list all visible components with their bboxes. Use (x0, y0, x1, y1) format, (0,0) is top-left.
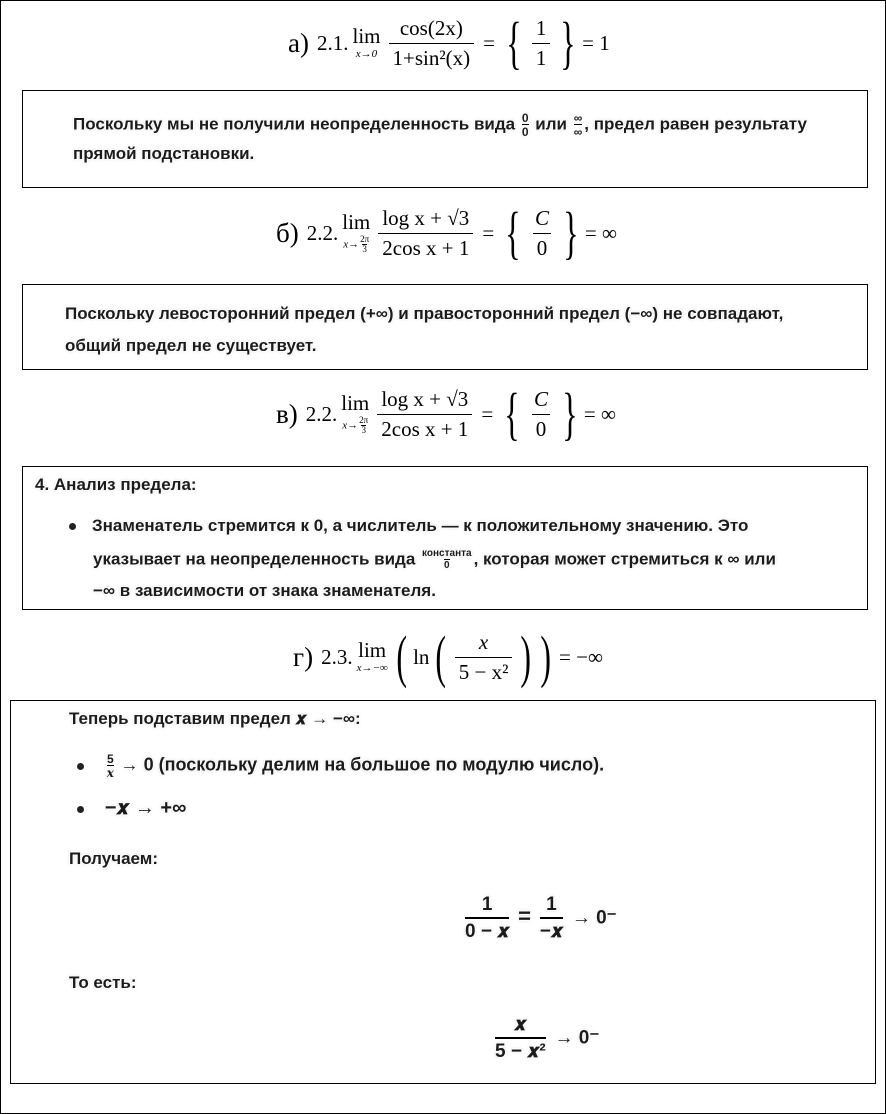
bullet-icon (69, 523, 76, 530)
result-b: = ∞ (584, 220, 617, 245)
analysis-heading: 4. Анализ предела: (35, 475, 197, 494)
label-b: б) (276, 217, 299, 248)
result-v: = ∞ (583, 401, 616, 426)
brace-fraction-b: $\frac{C}{0}$ (531, 206, 553, 259)
formula-v: в) 2.2. lim x→ $\frac{2\pi}{3}$ $\frac{\text{log x + √3}}{\text{2cos x + 1}}$ = { $\frac{C}{0}$ } = ∞ (276, 381, 616, 446)
frac-5-x: $\frac{5}{x}$ (106, 752, 114, 780)
explanation-box-g: Теперь подставим предел 𝒙 → −∞: $\frac{5}{x}$ → 0 (поскольку делим на большое по модулю число). −𝒙 → +∞ Получаем: 1 0 − 𝒙 = 1 −𝒙 → 0⁻ То есть: 𝒙 5 − 𝒙² → 0⁻ (10, 700, 876, 1084)
no-exist-bold: не существует. (191, 336, 317, 355)
fraction-g: $\frac{x}{\text{5 − x²}}$ (455, 630, 513, 683)
explanation-a-line2: прямой подстановки. (73, 144, 255, 163)
number-g: 2.3. (321, 644, 353, 669)
bullet-icon (77, 806, 84, 813)
bullet-icon (77, 763, 84, 770)
label-a: а) (288, 27, 309, 58)
lim-v: lim x→ $\frac{2\pi}{3}$ (341, 390, 370, 435)
brace-fraction-a: $\frac{1}{1}$ (532, 16, 551, 69)
number-a: 2.1. (316, 30, 349, 55)
bullet-line3: −∞ в зависимости от знака знаменателя. (93, 581, 436, 600)
label-v: в) (276, 398, 298, 429)
frac-inf-inf: ∞ ∞ (573, 111, 583, 139)
label-g: г) (293, 641, 314, 672)
formula-b: б) 2.2. lim x→ $\frac{2\pi}{3}$ $\frac{\text{log x + √3}}{\text{2cos x + 1}}$ = { $\frac{C}{0}$ } = ∞ (276, 200, 617, 265)
lim-b: lim x→ $\frac{2\pi}{3}$ (342, 209, 371, 254)
result-fraction-2: 𝒙 5 − 𝒙² → 0⁻ (495, 1014, 600, 1062)
result-fraction-1: 1 0 − 𝒙 = 1 −𝒙 → 0⁻ (465, 894, 617, 942)
explanation-b-line1: Поскольку левосторонний предел (+∞) и правосторонний предел (−∞) не совпадают, (65, 304, 784, 323)
number-b: 2.2. (306, 220, 339, 245)
poluchaem-label: Получаем: (69, 849, 159, 868)
lim-a: lim x→0 (352, 24, 381, 60)
frac-zero-zero: $\frac{0}{0}$ (521, 111, 529, 139)
fraction-v: $\frac{\text{log x + √3}}{\text{2cos x + 1}}$ (377, 387, 472, 440)
to-est-label: То есть: (69, 973, 137, 992)
number-v: 2.2. (305, 401, 338, 426)
explanation-box-a: Поскольку мы не получили неопределенность вида $\frac{0}{0}$ или ∞ ∞ , предел равен результату прямой подстановки. (22, 90, 868, 188)
fraction-b: $\frac{\text{log x + √3}}{\text{2cos x + 1}}$ (378, 206, 473, 259)
explanation-box-b: Поскольку левосторонний предел (+∞) и правосторонний предел (−∞) не совпадают, общий предел не существует. (22, 284, 868, 370)
frac-const-zero: константа 0 (422, 548, 472, 571)
explanation-a: Поскольку мы не получили неопределенность вида (73, 114, 516, 134)
explanation-box-v: 4. Анализ предела: Знаменатель стремится к 0, а числитель — к положительному значению. Это указывает на неопределенность вида константа 0 , которая может стремиться к ∞ или −∞ в зависимости от знака знаменателя. (22, 466, 868, 610)
result-a: = 1 (582, 30, 610, 55)
formula-a: а) 2.1. lim x→0 $\frac{\cos(2x)}{\text{1+sin²(x)}}$ = { $\frac{1}{1}$ } = 1 (288, 10, 610, 75)
fraction-a: $\frac{\cos(2x)}{\text{1+sin²(x)}}$ (389, 16, 475, 69)
formula-g: г) 2.3. lim x→−∞ ( ln ( $\frac{x}{\text{5 − x²}}$ ) ) = −∞ (293, 624, 603, 689)
lim-g: lim x→−∞ (356, 638, 388, 674)
intro-g: Теперь подставим предел 𝒙 → −∞: (69, 709, 361, 728)
brace-fraction-v: $\frac{C}{0}$ (530, 387, 552, 440)
result-g: = −∞ (559, 644, 603, 669)
